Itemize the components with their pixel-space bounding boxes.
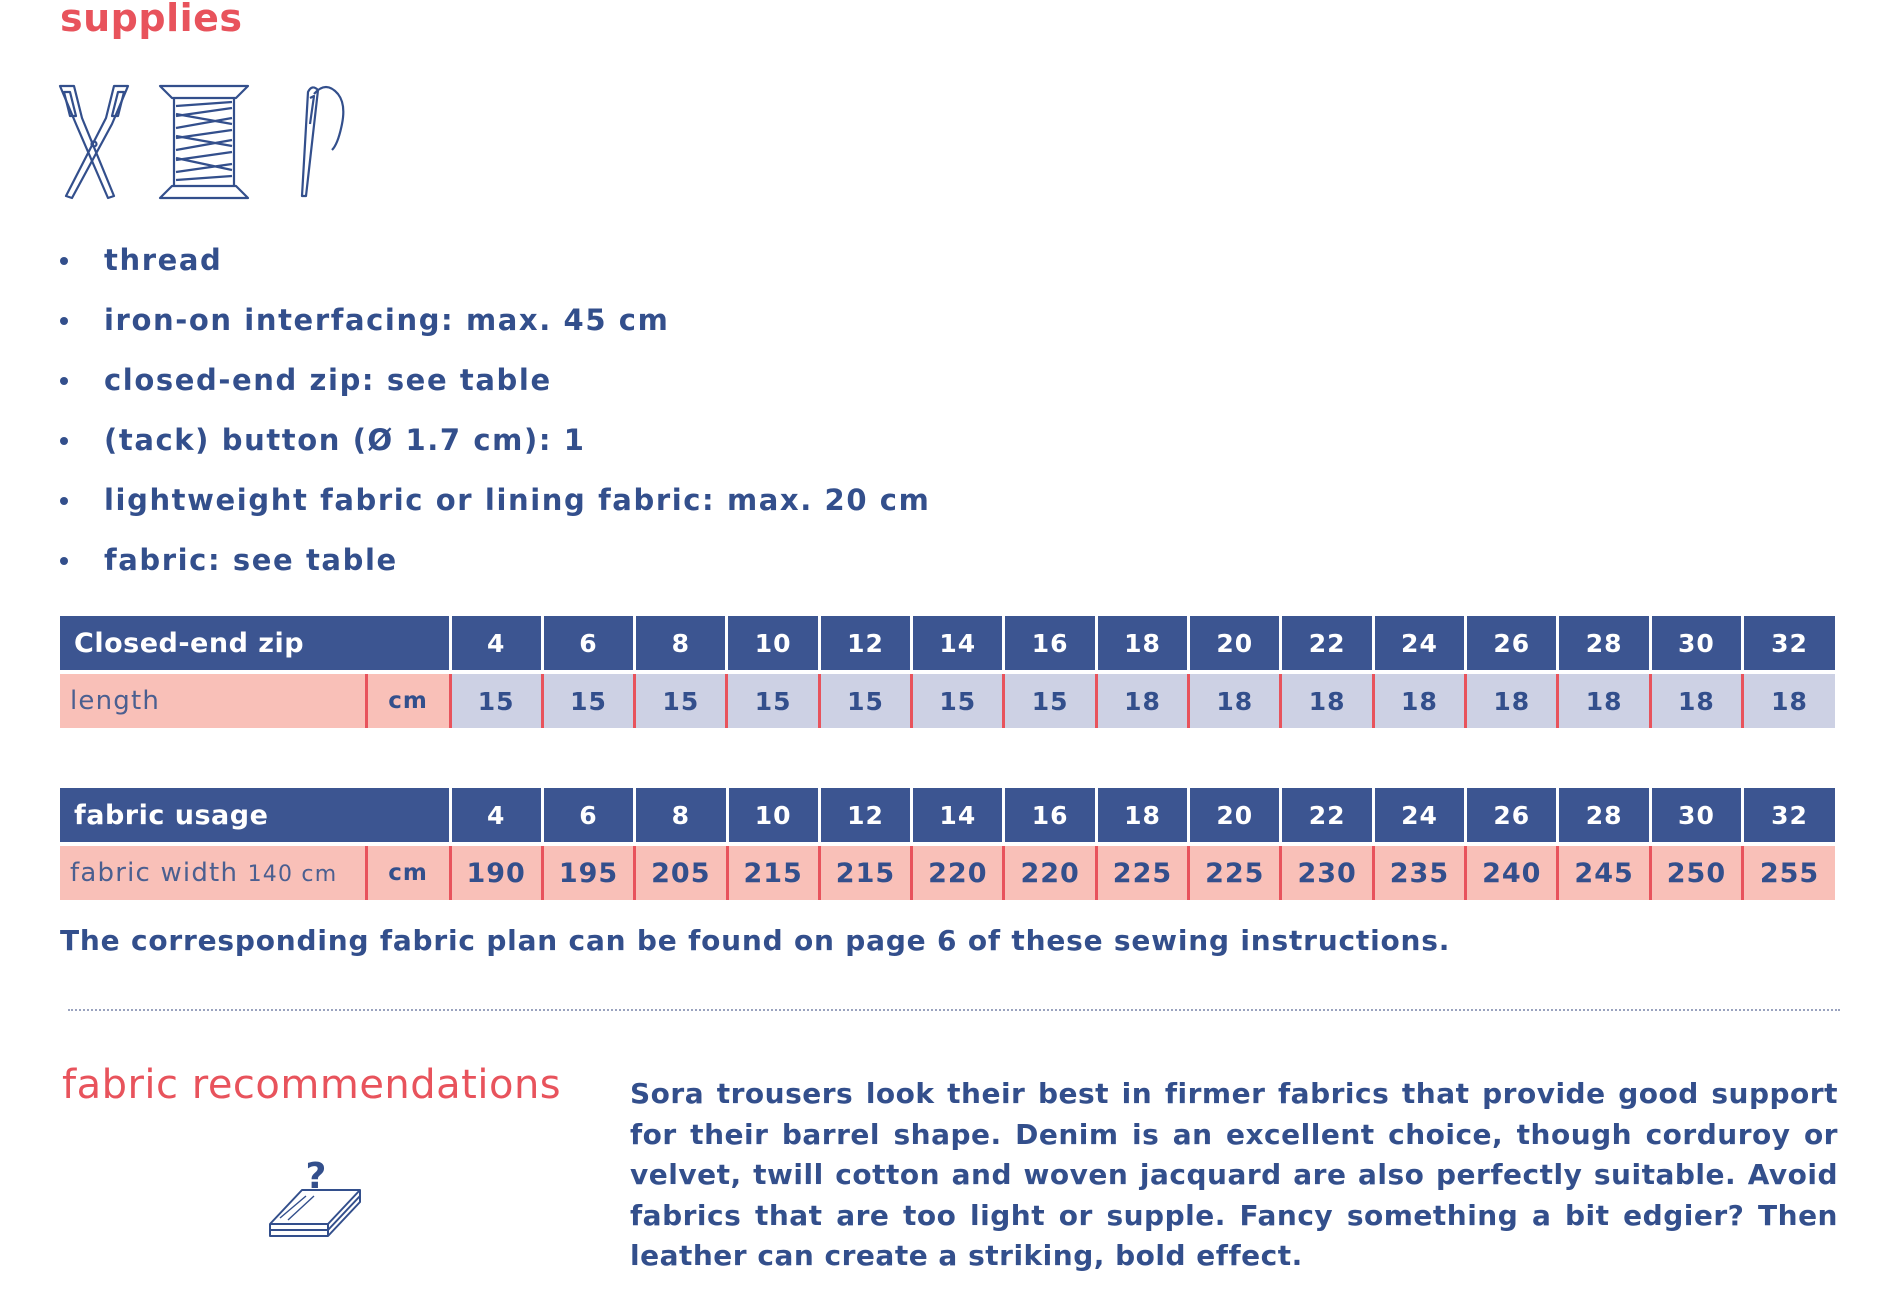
list-item: lightweight fabric or lining fabric: max. 20 cm [60, 470, 930, 530]
value-cell: 18 [1281, 672, 1373, 728]
unit-cell: cm [366, 672, 450, 728]
size-header: 12 [819, 788, 911, 844]
table-row [60, 672, 1835, 728]
needle-icon [302, 87, 343, 196]
table-row [60, 844, 1835, 900]
size-header: 8 [635, 788, 727, 844]
value-cell: 250 [1650, 844, 1742, 900]
section-divider [68, 1009, 1840, 1011]
value-cell: 18 [1743, 672, 1835, 728]
value-cell: 18 [1096, 672, 1188, 728]
size-header: 30 [1650, 788, 1742, 844]
size-header: 18 [1096, 788, 1188, 844]
value-cell: 15 [450, 672, 542, 728]
list-item: fabric: see table [60, 530, 930, 590]
size-header: 20 [1189, 616, 1281, 672]
value-cell: 18 [1650, 672, 1742, 728]
size-header: 8 [635, 616, 727, 672]
size-header: 18 [1096, 616, 1188, 672]
size-header: 10 [727, 788, 819, 844]
size-header: 26 [1466, 788, 1558, 844]
size-header: 28 [1558, 616, 1650, 672]
size-header: 32 [1743, 788, 1835, 844]
value-cell: 235 [1373, 844, 1465, 900]
size-header: 20 [1189, 788, 1281, 844]
fabric-usage-table [60, 788, 1835, 900]
value-cell: 205 [635, 844, 727, 900]
fabric-plan-note: The corresponding fabric plan can be found on page 6 of these sewing instructions. [60, 924, 1451, 957]
supplies-icons [56, 84, 346, 200]
size-header: 22 [1281, 788, 1373, 844]
size-header: 4 [450, 788, 542, 844]
value-cell: 15 [912, 672, 1004, 728]
value-cell: 225 [1096, 844, 1188, 900]
list-item: thread [60, 230, 930, 290]
size-header: 6 [542, 788, 634, 844]
value-cell: 240 [1466, 844, 1558, 900]
size-header: 28 [1558, 788, 1650, 844]
row-label: length [60, 672, 366, 728]
thread-spool-icon [160, 86, 248, 198]
value-cell: 215 [727, 844, 819, 900]
table-header-row [60, 788, 1835, 844]
row-label-text: fabric width [70, 858, 239, 888]
size-header: 32 [1743, 616, 1835, 672]
value-cell: 15 [819, 672, 911, 728]
value-cell: 225 [1189, 844, 1281, 900]
size-header: 24 [1373, 788, 1465, 844]
size-header: 30 [1650, 616, 1742, 672]
value-cell: 220 [1004, 844, 1096, 900]
size-header: 6 [542, 616, 634, 672]
scissors-icon [60, 86, 128, 198]
value-cell: 18 [1466, 672, 1558, 728]
zip-length-table [60, 616, 1835, 728]
list-item: closed-end zip: see table [60, 350, 930, 410]
value-cell: 15 [727, 672, 819, 728]
value-cell: 15 [1004, 672, 1096, 728]
value-cell: 190 [450, 844, 542, 900]
size-header: 24 [1373, 616, 1465, 672]
value-cell: 18 [1189, 672, 1281, 728]
svg-text:?: ? [305, 1160, 327, 1197]
value-cell: 220 [912, 844, 1004, 900]
value-cell: 15 [542, 672, 634, 728]
row-label [60, 844, 366, 900]
size-header: 10 [727, 616, 819, 672]
value-cell: 15 [635, 672, 727, 728]
size-header: 14 [912, 788, 1004, 844]
size-header: 4 [450, 616, 542, 672]
unit-cell: cm [366, 844, 450, 900]
size-header: 16 [1004, 788, 1096, 844]
value-cell: 245 [1558, 844, 1650, 900]
size-header: 26 [1466, 616, 1558, 672]
value-cell: 255 [1743, 844, 1835, 900]
size-header: 16 [1004, 616, 1096, 672]
value-cell: 230 [1281, 844, 1373, 900]
table-title: fabric usage [60, 788, 450, 844]
size-header: 12 [819, 616, 911, 672]
value-cell: 215 [819, 844, 911, 900]
row-label-unit: 140 cm [247, 862, 338, 887]
list-item: (tack) button (Ø 1.7 cm): 1 [60, 410, 930, 470]
supplies-heading: supplies [60, 0, 243, 40]
table-title: Closed-end zip [60, 616, 450, 672]
supplies-list [60, 230, 930, 590]
size-header: 22 [1281, 616, 1373, 672]
value-cell: 18 [1373, 672, 1465, 728]
value-cell: 195 [542, 844, 634, 900]
fabric-question-icon [264, 1160, 364, 1240]
value-cell: 18 [1558, 672, 1650, 728]
table-header-row [60, 616, 1835, 672]
recommendations-text: Sora trousers look their best in firmer fabrics that provide good support for their barrel shape. Denim is an excellent choice, though corduroy or velvet, twill cotton and woven jacquard are also perfectly suitable. Avoid fabrics that are too light or supple. Fancy something a bit edgier? Then leather can create a striking, bold effect. [630, 1077, 1838, 1272]
list-item: iron-on interfacing: max. 45 cm [60, 290, 930, 350]
recommendations-heading: fabric recommendations [62, 1062, 562, 1108]
size-header: 14 [912, 616, 1004, 672]
